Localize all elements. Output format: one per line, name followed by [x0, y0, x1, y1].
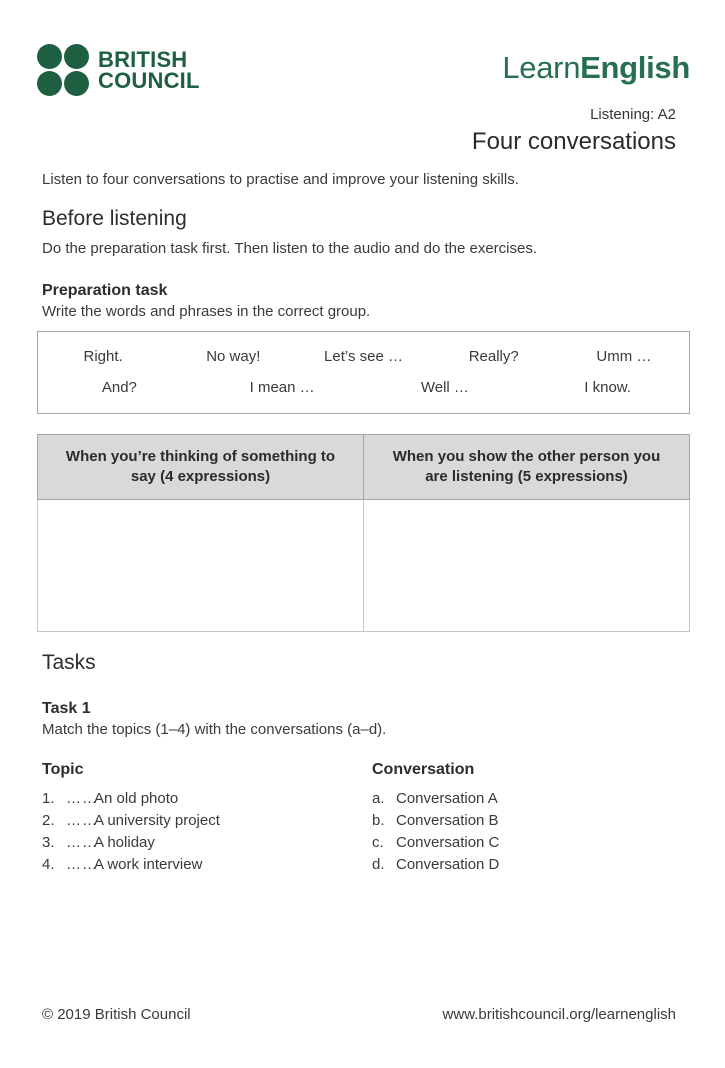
word-bank-row [38, 341, 689, 372]
conversation-label: Conversation C [396, 834, 500, 851]
conversation-label: Conversation A [396, 790, 498, 807]
learnenglish-english: English [580, 50, 690, 85]
topic-row [42, 835, 372, 850]
topic-column [42, 761, 372, 879]
answer-blank: …… [66, 790, 98, 807]
sorting-table-header-thinking: When you’re thinking of something to say (4 expressions) [38, 435, 364, 500]
british-council-dots-icon [37, 44, 89, 96]
logo-dot-icon [64, 71, 89, 96]
conversation-column-header: Conversation [372, 761, 475, 778]
word-item: Umm … [596, 348, 652, 365]
word-item: Well … [420, 379, 469, 396]
website-url: www.britishcouncil.org/learnenglish [442, 1006, 676, 1023]
topic-label: A work interview [94, 856, 203, 873]
word-bank-row [38, 372, 689, 403]
task1-heading: Task 1 [42, 700, 91, 717]
logo-dot-icon [64, 44, 89, 69]
conversation-column [372, 761, 499, 879]
answer-blank: …… [66, 834, 98, 851]
conversation-row [372, 857, 499, 872]
word-item: Let’s see … [324, 348, 403, 365]
before-listening-heading: Before listening [42, 207, 187, 230]
before-listening-text: Do the preparation task first. Then listen to the audio and do the exercises. [42, 240, 538, 257]
page-footer [42, 1006, 676, 1023]
british-council-logo [37, 44, 200, 96]
conversation-label: Conversation B [396, 812, 499, 829]
topic-row [42, 791, 372, 806]
word-bank-box [37, 331, 690, 414]
conversation-row [372, 813, 499, 828]
page-header [37, 44, 690, 96]
learnenglish-logo [502, 50, 690, 86]
conversation-letter: a. [372, 790, 385, 807]
topic-row [42, 813, 372, 828]
wordmark-line1: BRITISH [98, 47, 188, 72]
word-item: No way! [206, 348, 261, 365]
document-head [37, 106, 676, 156]
topic-number: 2. [42, 812, 55, 829]
wordmark-line2: COUNCIL [98, 68, 200, 93]
topic-number: 4. [42, 856, 55, 873]
answer-blank: …… [66, 812, 98, 829]
page-title: Four conversations [471, 128, 676, 155]
sorting-table-answer-cell-right [364, 500, 690, 632]
preparation-instruction: Write the words and phrases in the correct group. [42, 303, 371, 320]
answer-blank: …… [66, 856, 98, 873]
copyright-text: © 2019 British Council [42, 1006, 191, 1023]
british-council-wordmark [98, 49, 200, 91]
sorting-table [37, 434, 690, 632]
conversation-letter: c. [372, 834, 384, 851]
topic-row [42, 857, 372, 872]
preparation-task-heading: Preparation task [42, 282, 168, 299]
logo-dot-icon [37, 44, 62, 69]
topic-label: A university project [94, 812, 220, 829]
topic-column-header: Topic [42, 761, 84, 778]
word-item: Right. [83, 348, 123, 365]
word-item: I know. [584, 379, 631, 396]
conversation-letter: d. [372, 856, 385, 873]
topic-number: 3. [42, 834, 55, 851]
word-item: Really? [468, 348, 519, 365]
tasks-heading: Tasks [42, 651, 96, 674]
word-item: And? [101, 379, 137, 396]
task1-instruction: Match the topics (1–4) with the conversations (a–d). [42, 721, 387, 738]
conversation-row [372, 791, 499, 806]
topic-label: An old photo [94, 790, 179, 807]
worksheet-page [0, 44, 725, 1068]
conversation-row [372, 835, 499, 850]
intro-text: Listen to four conversations to practise and improve your listening skills. [42, 171, 519, 188]
conversation-letter: b. [372, 812, 385, 829]
topic-label: A holiday [94, 834, 155, 851]
logo-dot-icon [37, 71, 62, 96]
topic-number: 1. [42, 790, 55, 807]
conversation-label: Conversation D [396, 856, 500, 873]
word-item: I mean … [249, 379, 315, 396]
sorting-table-header-listening: When you show the other person you are listening (5 expressions) [364, 435, 690, 500]
learnenglish-learn: Learn [502, 50, 581, 85]
sorting-table-answer-cell-left [38, 500, 364, 632]
level-label: Listening: A2 [590, 106, 676, 123]
matching-columns [42, 761, 690, 879]
